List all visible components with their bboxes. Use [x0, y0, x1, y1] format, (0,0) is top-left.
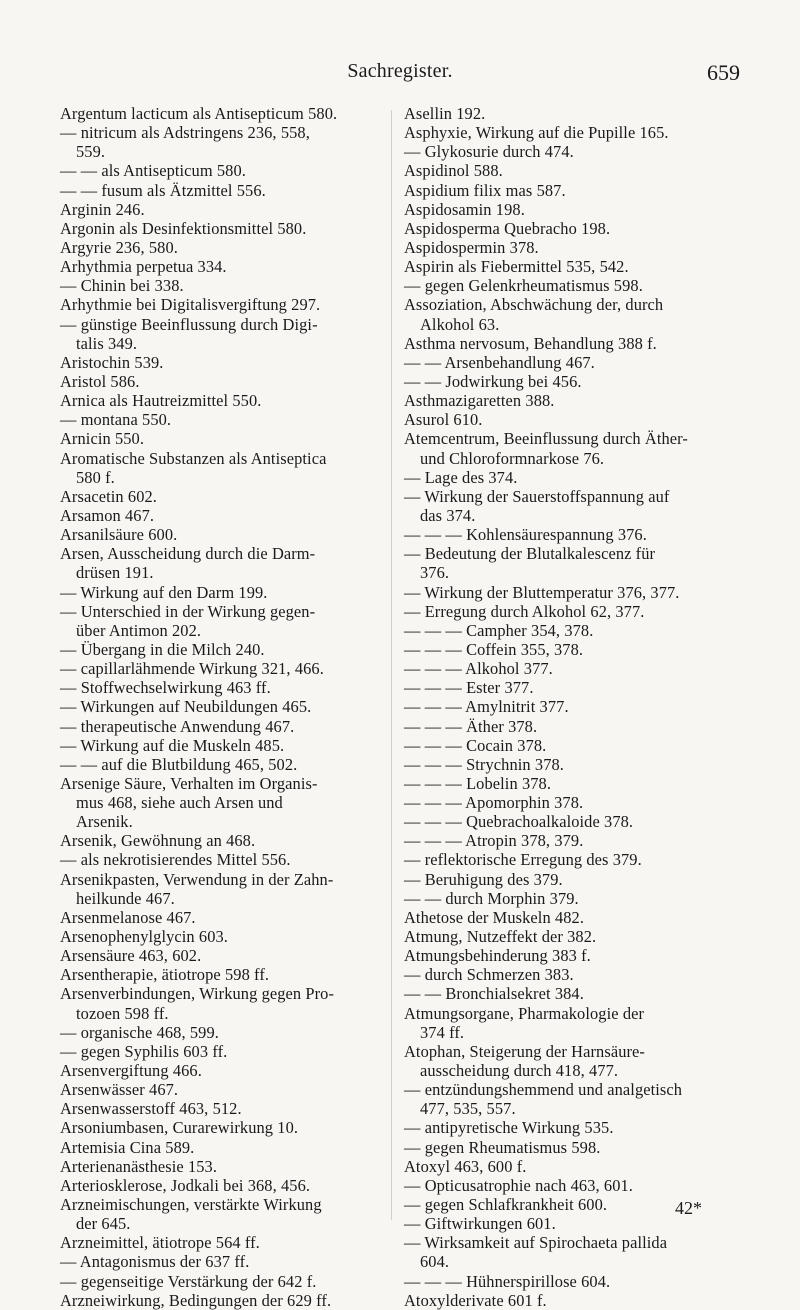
index-entry-continuation: ausscheidung durch 418, 477.	[420, 1061, 619, 1081]
index-entry: Atmungsbehinderung 383 f.	[404, 946, 591, 966]
index-entry: Atmung, Nutzeffekt der 382.	[404, 927, 597, 947]
index-entry: — — auf die Blutbildung 465, 502.	[60, 754, 298, 774]
index-entry: — — — Äther 378.	[404, 716, 538, 736]
index-entry: — durch Schmerzen 383.	[404, 965, 574, 985]
index-entry-continuation: drüsen 191.	[76, 563, 154, 583]
index-entry: — — — Apomorphin 378.	[404, 793, 584, 813]
index-entry: — Giftwirkungen 601.	[404, 1214, 556, 1234]
index-entry: — capillarlähmende Wirkung 321, 466.	[60, 659, 324, 679]
index-entry: Arsenophenylglycin 603.	[60, 927, 228, 947]
index-entry-continuation: das 374.	[420, 505, 476, 525]
index-entry: — als nekrotisierendes Mittel 556.	[60, 850, 291, 870]
index-entry-continuation: 376.	[420, 563, 450, 583]
index-entry: — Bedeutung der Blutalkalescenz für	[404, 544, 656, 564]
index-entry: Arsensäure 463, 602.	[60, 946, 202, 966]
index-entry-continuation: 559.	[76, 142, 106, 162]
index-entry: Arsenvergiftung 466.	[60, 1061, 202, 1081]
index-entry: — — — Campher 354, 378.	[404, 620, 594, 640]
index-entry: Asurol 610.	[404, 410, 483, 430]
index-entry: — Erregung durch Alkohol 62, 377.	[404, 601, 645, 621]
index-column-right	[404, 104, 740, 1310]
index-entry: — — fusum als Ätzmittel 556.	[60, 180, 266, 200]
index-entry: Aristol 586.	[60, 371, 140, 391]
index-entry: Arsenmelanose 467.	[60, 907, 196, 927]
index-entry: Arzneiwirkung, Bedingungen der 629 ff.	[60, 1290, 332, 1310]
index-entry: — — — Cocain 378.	[404, 735, 547, 755]
page-number: 659	[707, 60, 740, 85]
index-entry: Asellin 192.	[404, 104, 486, 123]
index-entry: Arhythmie bei Digitalisvergiftung 297.	[60, 295, 321, 315]
index-entry: — — — Kohlensäurespannung 376.	[404, 525, 647, 545]
index-entry: Arsenikpasten, Verwendung in der Zahn-	[60, 869, 334, 889]
index-entry: — gegen Syphilis 603 ff.	[60, 1041, 228, 1061]
index-entry: Arsenverbindungen, Wirkung gegen Pro-	[60, 984, 335, 1004]
index-entry: — — Arsenbehandlung 467.	[404, 352, 595, 372]
index-entry: Atophan, Steigerung der Harnsäure-	[404, 1041, 645, 1061]
index-entry: — antipyretische Wirkung 535.	[404, 1118, 614, 1138]
index-entry: — — — Ester 377.	[404, 678, 534, 698]
signature-mark: 42*	[675, 1198, 702, 1218]
index-entry: — Stoffwechselwirkung 463 ff.	[60, 678, 271, 698]
index-entry: — Beruhigung des 379.	[404, 869, 563, 889]
column-divider	[391, 110, 392, 1220]
index-entry: — reflektorische Erregung des 379.	[404, 850, 642, 870]
page-header	[60, 60, 740, 88]
index-entry: — — — Quebrachoalkaloide 378.	[404, 812, 634, 832]
index-entry: Arsenige Säure, Verhalten im Organis-	[60, 773, 318, 793]
index-entry: Asthma nervosum, Behandlung 388 f.	[404, 333, 657, 353]
index-entry-continuation: und Chloroformnarkose 76.	[420, 448, 605, 468]
index-entry: Atemcentrum, Beeinflussung durch Äther-	[404, 429, 688, 449]
index-entry: — Unterschied in der Wirkung gegen-	[60, 601, 316, 621]
index-entry: Arsen, Ausscheidung durch die Darm-	[60, 544, 316, 564]
index-entry: — — — Amylnitrit 377.	[404, 697, 569, 717]
index-entry: Arzneimittel, ätiotrope 564 ff.	[60, 1233, 260, 1253]
index-entry: Aspidium filix mas 587.	[404, 180, 566, 200]
index-entry-continuation: talis 349.	[76, 333, 138, 353]
index-entry: Argentum lacticum als Antisepticum 580.	[60, 104, 338, 123]
index-entry: Arsanilsäure 600.	[60, 525, 178, 545]
index-entry: Atoxyl 463, 600 f.	[404, 1156, 527, 1176]
index-entry: Arsacetin 602.	[60, 486, 157, 506]
index-entry: Asthmazigaretten 388.	[404, 391, 555, 411]
index-entry: — Wirkung der Sauerstoffspannung auf	[404, 486, 670, 506]
index-entry: — organische 468, 599.	[60, 1022, 219, 1042]
index-entry: — — Jodwirkung bei 456.	[404, 371, 582, 391]
index-entry: — Übergang in die Milch 240.	[60, 639, 265, 659]
index-entry: — entzündungshemmend und analgetisch	[404, 1080, 683, 1100]
index-entry: Argyrie 236, 580.	[60, 237, 178, 257]
index-entry-continuation: Alkohol 63.	[420, 314, 500, 334]
index-entry: — — — Lobelin 378.	[404, 773, 552, 793]
index-entry: Arzneimischungen, verstärkte Wirkung	[60, 1195, 322, 1215]
index-entry: — nitricum als Adstringens 236, 558,	[60, 123, 310, 143]
index-entry: — — — Atropin 378, 379.	[404, 831, 584, 851]
index-entry: — Wirkungen auf Neubildungen 465.	[60, 697, 312, 717]
index-entry: — — durch Morphin 379.	[404, 888, 579, 908]
index-entry: Assoziation, Abschwächung der, durch	[404, 295, 664, 315]
index-entry-continuation: 477, 535, 557.	[420, 1099, 516, 1119]
index-entry: Arnica als Hautreizmittel 550.	[60, 391, 262, 411]
index-entry: — — — Hühnerspirillose 604.	[404, 1271, 611, 1291]
index-entry: — gegen Schlafkrankheit 600.	[404, 1195, 608, 1215]
index-entry: — Wirkung der Bluttemperatur 376, 377.	[404, 582, 680, 602]
index-entry-continuation: 604.	[420, 1252, 450, 1272]
index-entry: — Wirkung auf die Muskeln 485.	[60, 735, 285, 755]
index-entry: Aspidosperma Quebracho 198.	[404, 218, 611, 238]
index-entry: Arsenik, Gewöhnung an 468.	[60, 831, 256, 851]
index-entry: Arteriosklerose, Jodkali bei 368, 456.	[60, 1175, 311, 1195]
index-entry-continuation: 374 ff.	[420, 1022, 465, 1042]
index-entry: — gegenseitige Verstärkung der 642 f.	[60, 1271, 317, 1291]
index-entry: — Wirkung auf den Darm 199.	[60, 582, 268, 602]
index-entry: — — — Coffein 355, 378.	[404, 639, 584, 659]
index-entry: Arsoniumbasen, Curarewirkung 10.	[60, 1118, 299, 1138]
index-entry: — Chinin bei 338.	[60, 276, 184, 296]
index-entry-continuation: heilkunde 467.	[76, 888, 175, 908]
index-entry: — — als Antisepticum 580.	[60, 161, 246, 181]
index-entry: Aromatische Substanzen als Antiseptica	[60, 448, 327, 468]
index-entry: Artemisia Cina 589.	[60, 1137, 195, 1157]
index-entry: — — — Alkohol 377.	[404, 659, 553, 679]
index-entry: Aspidinol 588.	[404, 161, 503, 181]
index-entry-continuation: 580 f.	[76, 467, 115, 487]
index-entry: — Antagonismus der 637 ff.	[60, 1252, 250, 1272]
index-entry: Aspidospermin 378.	[404, 237, 539, 257]
index-entry: Arnicin 550.	[60, 429, 145, 449]
index-entry: — gegen Rheumatismus 598.	[404, 1137, 601, 1157]
index-entry: Arsamon 467.	[60, 505, 155, 525]
index-entry-continuation: Arsenik.	[76, 812, 133, 832]
index-entry: — Glykosurie durch 474.	[404, 142, 574, 162]
index-entry: — therapeutische Anwendung 467.	[60, 716, 295, 736]
index-entry-continuation: tozoen 598 ff.	[76, 1003, 169, 1023]
index-entry: Argonin als Desinfektionsmittel 580.	[60, 218, 307, 238]
index-entry: Asphyxie, Wirkung auf die Pupille 165.	[404, 123, 669, 143]
index-entry: Arsenwässer 467.	[60, 1080, 179, 1100]
index-entry-continuation: mus 468, siehe auch Arsen und	[76, 793, 283, 813]
index-entry: Atmungsorgane, Pharmakologie der	[404, 1003, 645, 1023]
index-entry: — — Bronchialsekret 384.	[404, 984, 584, 1004]
index-entry: — gegen Gelenkrheumatismus 598.	[404, 276, 643, 296]
index-entry: Aspirin als Fiebermittel 535, 542.	[404, 257, 629, 277]
index-entry: Arginin 246.	[60, 199, 145, 219]
index-entry: — Opticusatrophie nach 463, 601.	[404, 1175, 633, 1195]
index-entry-continuation: der 645.	[76, 1214, 131, 1234]
index-entry-continuation: über Antimon 202.	[76, 620, 202, 640]
index-entry: Arterienanästhesie 153.	[60, 1156, 218, 1176]
index-entry: — günstige Beeinflussung durch Digi-	[60, 314, 318, 334]
index-entry: Arhythmia perpetua 334.	[60, 257, 227, 277]
index-entry: Atoxylderivate 601 f.	[404, 1290, 547, 1310]
index-entry: — montana 550.	[60, 410, 172, 430]
index-entry: — Lage des 374.	[404, 467, 518, 487]
index-column-left	[60, 104, 380, 1310]
page-title: Sachregister.	[347, 60, 453, 82]
index-entry: Aspidosamin 198.	[404, 199, 525, 219]
index-entry: — Wirksamkeit auf Spirochaeta pallida	[404, 1233, 668, 1253]
index-entry: — — — Strychnin 378.	[404, 754, 564, 774]
index-entry: Aristochin 539.	[60, 352, 164, 372]
index-entry: Arsenwasserstoff 463, 512.	[60, 1099, 242, 1119]
index-entry: Athetose der Muskeln 482.	[404, 907, 585, 927]
index-entry: Arsentherapie, ätiotrope 598 ff.	[60, 965, 270, 985]
